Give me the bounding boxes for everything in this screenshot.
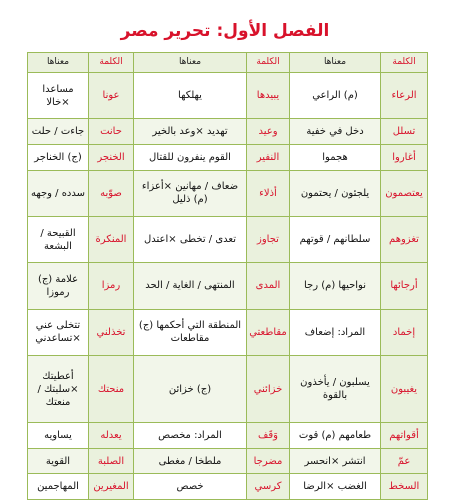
- meaning-cell: (ج) خزائن: [134, 356, 247, 423]
- meaning-cell: خصص: [134, 474, 247, 500]
- word-cell: يغيبون: [381, 356, 428, 423]
- word-cell: مضرجا: [247, 448, 290, 474]
- meaning-cell: (ج) الخناجر: [28, 144, 89, 170]
- meaning-cell: المنتهى / الغاية / الحد: [134, 263, 247, 309]
- meaning-cell: سلطانهم / قوتهم: [290, 216, 381, 262]
- meaning-cell: المنطقة التي أحكمها (ج) مقاطعات: [134, 309, 247, 355]
- meaning-cell: ملطخا / مغطى: [134, 448, 247, 474]
- word-cell: النفير: [247, 144, 290, 170]
- word-cell: خزائني: [247, 356, 290, 423]
- word-cell: رمزا: [89, 263, 134, 309]
- word-cell: أقواتهم: [381, 423, 428, 449]
- meaning-cell: القوم ينفرون للقتال: [134, 144, 247, 170]
- meaning-cell: يسلبون / يأخذون بالقوة: [290, 356, 381, 423]
- word-cell: تسلل: [381, 119, 428, 145]
- table-header-row: [28, 53, 428, 73]
- word-cell: أذلاء: [247, 170, 290, 216]
- word-cell: وَقَف: [247, 423, 290, 449]
- word-cell: المدى: [247, 263, 290, 309]
- table-row: [28, 263, 428, 309]
- meaning-cell: دخل في خفية: [290, 119, 381, 145]
- word-cell: عمّ: [381, 448, 428, 474]
- meaning-cell: المراد: إضعاف: [290, 309, 381, 355]
- word-cell: وعيد: [247, 119, 290, 145]
- meaning-cell: طعامهم (م) قوت: [290, 423, 381, 449]
- table-row: [28, 356, 428, 423]
- word-cell: منحتك: [89, 356, 134, 423]
- table-row: [28, 474, 428, 500]
- header-meaning-3: معناها: [28, 53, 89, 73]
- word-cell: يعتصمون: [381, 170, 428, 216]
- top-header-strip: [0, 0, 450, 14]
- meaning-cell: (م) الراعي: [290, 73, 381, 119]
- header-word-2: الكلمة: [247, 53, 290, 73]
- word-cell: تخذلني: [89, 309, 134, 355]
- table-row: [28, 119, 428, 145]
- meaning-cell: القبيحة / البشعة: [28, 216, 89, 262]
- meaning-cell: تعدى / تخطى ×اعتدل: [134, 216, 247, 262]
- meaning-cell: المهاجمين: [28, 474, 89, 500]
- word-cell: مقاطعتي: [247, 309, 290, 355]
- meaning-cell: مساعدا ×خالا: [28, 73, 89, 119]
- word-cell: الرعاء: [381, 73, 428, 119]
- page-title: الفصل الأول: تحرير مصر: [120, 21, 330, 41]
- word-cell: صوّبه: [89, 170, 134, 216]
- meaning-cell: علامة (ج) رموزا: [28, 263, 89, 309]
- table-row: [28, 170, 428, 216]
- word-cell: المغيرين: [89, 474, 134, 500]
- meaning-cell: أعطيتك ×سلبتك / منعتك: [28, 356, 89, 423]
- word-cell: المنكرة: [89, 216, 134, 262]
- table-body: [28, 73, 428, 500]
- vocabulary-table: [27, 52, 428, 500]
- table-row: [28, 216, 428, 262]
- meaning-cell: تتخلى عني ×تساعدني: [28, 309, 89, 355]
- word-cell: يعدله: [89, 423, 134, 449]
- header-word-1: الكلمة: [381, 53, 428, 73]
- meaning-cell: نواحيها (م) رجا: [290, 263, 381, 309]
- meaning-cell: القوية: [28, 448, 89, 474]
- meaning-cell: جاءت / حلت: [28, 119, 89, 145]
- meaning-cell: تهديد ×وعد بالخير: [134, 119, 247, 145]
- word-cell: يبيدها: [247, 73, 290, 119]
- table-row: [28, 73, 428, 119]
- meaning-cell: انتشر ×انحسر: [290, 448, 381, 474]
- meaning-cell: يساويه: [28, 423, 89, 449]
- word-cell: أغاروا: [381, 144, 428, 170]
- header-word-3: الكلمة: [89, 53, 134, 73]
- meaning-cell: سدده / وجهه: [28, 170, 89, 216]
- meaning-cell: الغضب ×الرضا: [290, 474, 381, 500]
- word-cell: تغزوهم: [381, 216, 428, 262]
- meaning-cell: هجموا: [290, 144, 381, 170]
- meaning-cell: المراد: مخصص: [134, 423, 247, 449]
- word-cell: إخماد: [381, 309, 428, 355]
- table-row: [28, 144, 428, 170]
- word-cell: تجاوز: [247, 216, 290, 262]
- meaning-cell: يهلكها: [134, 73, 247, 119]
- word-cell: أرجائها: [381, 263, 428, 309]
- word-cell: الخنجر: [89, 144, 134, 170]
- word-cell: عونا: [89, 73, 134, 119]
- word-cell: حانت: [89, 119, 134, 145]
- word-cell: الصلبة: [89, 448, 134, 474]
- table-row: [28, 448, 428, 474]
- table-row: [28, 309, 428, 355]
- word-cell: كرسي: [247, 474, 290, 500]
- header-meaning-2: معناها: [134, 53, 247, 73]
- meaning-cell: يلجئون / يحتمون: [290, 170, 381, 216]
- header-meaning-1: معناها: [290, 53, 381, 73]
- word-cell: السخط: [381, 474, 428, 500]
- meaning-cell: ضعاف / مهانين ×أعزاء (م) ذليل: [134, 170, 247, 216]
- table-row: [28, 423, 428, 449]
